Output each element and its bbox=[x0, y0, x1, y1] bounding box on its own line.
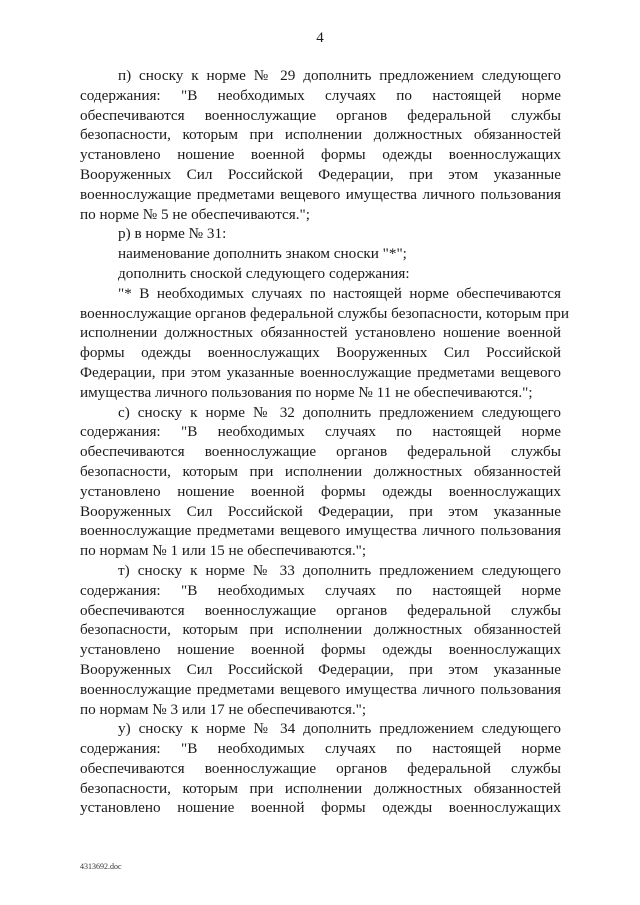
text-line: безопасности, которым при исполнении должностных обязанностей bbox=[80, 621, 561, 639]
text-line: обеспечиваются военнослужащие органов федеральной службы bbox=[80, 601, 561, 619]
text-line: военнослужащие органов федеральной службы безопасности, которым при bbox=[80, 304, 570, 322]
document-file-code: 4313692.doc bbox=[80, 862, 122, 871]
text-line: Вооруженных Сил Российской Федерации, при этом указанные bbox=[80, 502, 561, 520]
text-line: безопасности, которым при исполнении должностных обязанностей bbox=[80, 779, 561, 797]
text-line: установлено ношение военной формы одежды военнослужащих bbox=[80, 146, 561, 164]
text-line: обеспечиваются военнослужащие органов федеральной службы bbox=[80, 443, 561, 461]
text-line: Федерации, при этом указанные военнослужащие предметами вещевого bbox=[80, 363, 561, 381]
paragraph-first-line: т) сноску к норме № 33 дополнить предложением следующего bbox=[118, 561, 561, 579]
paragraph-first-line: р) в норме № 31: bbox=[118, 225, 227, 243]
text-line: безопасности, которым при исполнении должностных обязанностей bbox=[80, 126, 561, 144]
paragraph-first-line: "* В необходимых случаях по настоящей норме обеспечиваются bbox=[118, 284, 561, 302]
paragraph-first-line: наименование дополнить знаком сноски "*"; bbox=[118, 245, 407, 263]
paragraph-first-line: дополнить сноской следующего содержания: bbox=[118, 264, 410, 282]
paragraph-first-line: п) сноску к норме № 29 дополнить предложением следующего bbox=[118, 67, 561, 84]
page-number: 4 bbox=[316, 30, 324, 46]
text-line: содержания: "В необходимых случаях по настоящей норме bbox=[80, 86, 561, 104]
text-line: обеспечиваются военнослужащие органов федеральной службы bbox=[80, 106, 561, 124]
paragraph-first-line: у) сноску к норме № 34 дополнить предложением следующего bbox=[118, 720, 561, 738]
text-line: установлено ношение военной формы одежды военнослужащих bbox=[80, 482, 561, 500]
text-line: безопасности, которым при исполнении должностных обязанностей bbox=[80, 462, 561, 480]
text-line: Вооруженных Сил Российской Федерации, при этом указанные bbox=[80, 660, 561, 678]
text-line: по нормам № 3 или 17 не обеспечиваются."; bbox=[80, 700, 367, 718]
text-line: формы одежды военнослужащих Вооруженных Сил Российской bbox=[80, 344, 561, 362]
text-line: обеспечиваются военнослужащие органов федеральной службы bbox=[80, 759, 561, 777]
text-line: установлено ношение военной формы одежды военнослужащих bbox=[80, 641, 561, 659]
text-line: по нормам № 1 или 15 не обеспечиваются."; bbox=[80, 542, 367, 560]
text-line: содержания: "В необходимых случаях по настоящей норме bbox=[80, 581, 561, 599]
text-line: военнослужащие предметами вещевого имущества личного пользования bbox=[80, 185, 561, 203]
text-line: имущества личного пользования по норме № 11 не обеспечиваются."; bbox=[80, 383, 533, 401]
text-line: Вооруженных Сил Российской Федерации, при этом указанные bbox=[80, 165, 561, 183]
document-body bbox=[80, 66, 570, 818]
text-line: содержания: "В необходимых случаях по настоящей норме bbox=[80, 740, 561, 758]
text-line: установлено ношение военной формы одежды военнослужащих bbox=[80, 799, 561, 817]
paragraph-first-line: с) сноску к норме № 32 дополнить предложением следующего bbox=[118, 403, 561, 421]
text-line: исполнении должностных обязанностей установлено ношение военной bbox=[80, 324, 561, 342]
text-line: содержания: "В необходимых случаях по настоящей норме bbox=[80, 423, 561, 441]
text-line: военнослужащие предметами вещевого имущества личного пользования bbox=[80, 522, 561, 540]
text-line: по норме № 5 не обеспечиваются."; bbox=[80, 205, 310, 223]
text-line: военнослужащие предметами вещевого имущества личного пользования bbox=[80, 680, 561, 698]
